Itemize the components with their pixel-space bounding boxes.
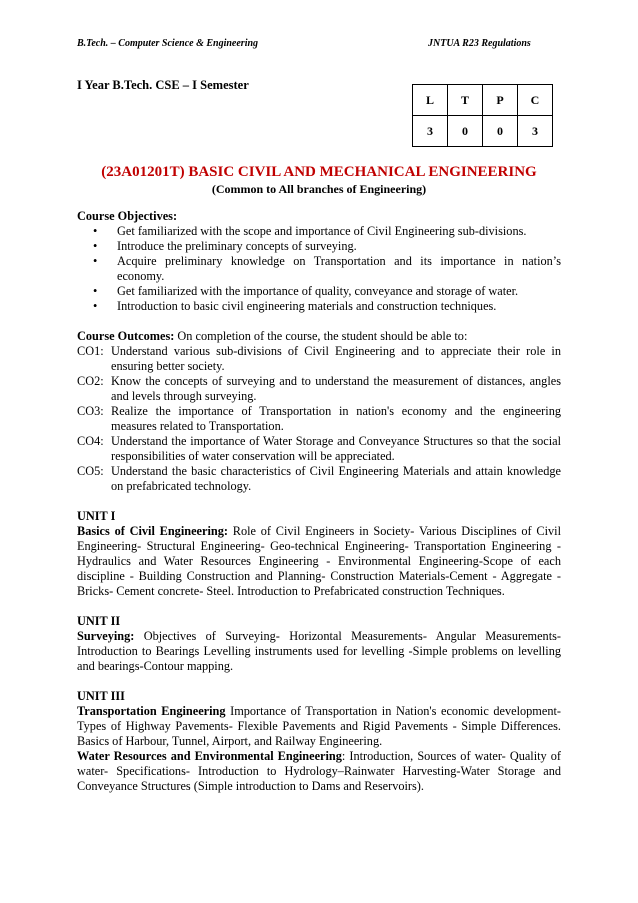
course-title: (23A01201T) BASIC CIVIL AND MECHANICAL ENGINEERING xyxy=(101,164,537,180)
bullet-icon: • xyxy=(93,299,98,313)
unit-2-paragraph xyxy=(77,629,561,674)
objective-item xyxy=(77,254,561,284)
objective-item xyxy=(77,284,561,299)
ltpc-value-row xyxy=(413,116,553,147)
ltpc-header-t: T xyxy=(448,85,483,116)
year-semester: I Year B.Tech. CSE – I Semester xyxy=(77,78,249,92)
ltpc-value-l: 3 xyxy=(413,116,448,147)
ltpc-header-row xyxy=(413,85,553,116)
objective-item xyxy=(77,224,561,239)
unit-2-label: Surveying: xyxy=(77,629,135,643)
unit-3-paragraph-1 xyxy=(77,704,561,749)
ltpc-value-t: 0 xyxy=(448,116,483,147)
unit-1-label: Basics of Civil Engineering: xyxy=(77,524,228,538)
objective-text: Get familiarized with the scope and importance of Civil Engineering sub-divisions. xyxy=(117,224,527,238)
unit-3-label-1: Transportation Engineering xyxy=(77,704,226,718)
outcome-text: Realize the importance of Transportation in nation's economy and the engineering measures related to Transportation. xyxy=(111,404,561,433)
outcome-text: Know the concepts of surveying and to understand the measurement of distances, angles and levels through surveying. xyxy=(111,374,561,403)
outcomes-intro: On completion of the course, the student should be able to: xyxy=(174,329,468,343)
objectives-list xyxy=(77,224,561,314)
objective-text: Acquire preliminary knowledge on Transportation and its importance in nation’s economy. xyxy=(117,254,561,283)
bullet-icon: • xyxy=(93,284,98,298)
unit-3-text-1: Importance of Transportation in Nation's economic development- Types of Highway Pavements- Flexible Pavements and Rigid Pavements - Simple Differences. Basics of Harbour, Tunnel, Airport, and Railway Engineering. xyxy=(77,704,561,748)
ltpc-header-c: C xyxy=(518,85,553,116)
ltpc-value-c: 3 xyxy=(518,116,553,147)
outcome-text: Understand various sub-divisions of Civil Engineering and to appreciate their role in ensuring better society. xyxy=(111,344,561,373)
unit-1-heading: UNIT I xyxy=(77,509,116,523)
document-body xyxy=(77,209,561,794)
ltpc-value-p: 0 xyxy=(483,116,518,147)
unit-3-paragraph-2 xyxy=(77,749,561,794)
outcome-item xyxy=(77,404,561,434)
ltpc-header-l: L xyxy=(413,85,448,116)
unit-3-label-2: Water Resources and Environmental Engineering xyxy=(77,749,342,763)
unit-3-heading: UNIT III xyxy=(77,689,125,703)
bullet-icon: • xyxy=(93,239,98,253)
outcome-item xyxy=(77,434,561,464)
outcome-id: CO5: xyxy=(77,464,104,478)
outcome-item xyxy=(77,464,561,494)
course-subtitle: (Common to All branches of Engineering) xyxy=(211,182,427,196)
objective-text: Introduction to basic civil engineering materials and construction techniques. xyxy=(117,299,497,313)
bullet-icon: • xyxy=(93,224,98,238)
outcome-id: CO4: xyxy=(77,434,104,448)
unit-1-text: Role of Civil Engineers in Society- Various Disciplines of Civil Engineering- Structural Engineering- Geo-technical Engineering- Transportation Engineering - Hydraulics and Water Resources Engineering - Environmental Engineering-Scope of each discipline - Building Construction and Planning- Construction Materials-Cement - Aggregate - Bricks- Cement concrete- Steel. Introduction to Prefabricated construction Techniques. xyxy=(77,524,562,598)
header-left: B.Tech. – Computer Science & Engineering xyxy=(77,38,259,49)
objective-text: Get familiarized with the importance of quality, conveyance and storage of water. xyxy=(117,284,519,298)
outcome-text: Understand the importance of Water Storage and Conveyance Structures so that the social responsibilities of water conservation will be appreciated. xyxy=(111,434,561,463)
outcome-id: CO1: xyxy=(77,344,104,358)
ltpc-table xyxy=(412,84,553,147)
outcome-id: CO2: xyxy=(77,374,104,388)
unit-2-text: Objectives of Surveying- Horizontal Measurements- Angular Measurements- Introduction to Bearings Levelling instruments used for levelling -Simple problems on levelling and bearings-Contour mapping. xyxy=(77,629,561,673)
bullet-icon: • xyxy=(93,254,98,268)
objective-item xyxy=(77,299,561,314)
outcome-text: Understand the basic characteristics of Civil Engineering Materials and attain knowledge on prefabricated technology. xyxy=(111,464,561,493)
header-right: JNTUA R23 Regulations xyxy=(428,38,531,49)
outcomes-label: Course Outcomes: xyxy=(77,329,175,343)
ltpc-header-p: P xyxy=(483,85,518,116)
outcome-item xyxy=(77,374,561,404)
outcome-item xyxy=(77,344,561,374)
outcome-id: CO3: xyxy=(77,404,104,418)
objectives-label: Course Objectives: xyxy=(77,209,178,223)
objective-item xyxy=(77,239,561,254)
unit-2-heading: UNIT II xyxy=(77,614,121,628)
unit-3-text-2: : Introduction, Sources of water- Quality of water- Specifications- Introduction to Hydrology–Rainwater Harvesting-Water Storage and Conveyance Structures (Simple introduction to Dams and Reservoirs). xyxy=(77,749,562,793)
objective-text: Introduce the preliminary concepts of surveying. xyxy=(117,239,357,253)
unit-1-paragraph xyxy=(77,524,561,599)
outcomes-intro-line xyxy=(77,329,561,344)
